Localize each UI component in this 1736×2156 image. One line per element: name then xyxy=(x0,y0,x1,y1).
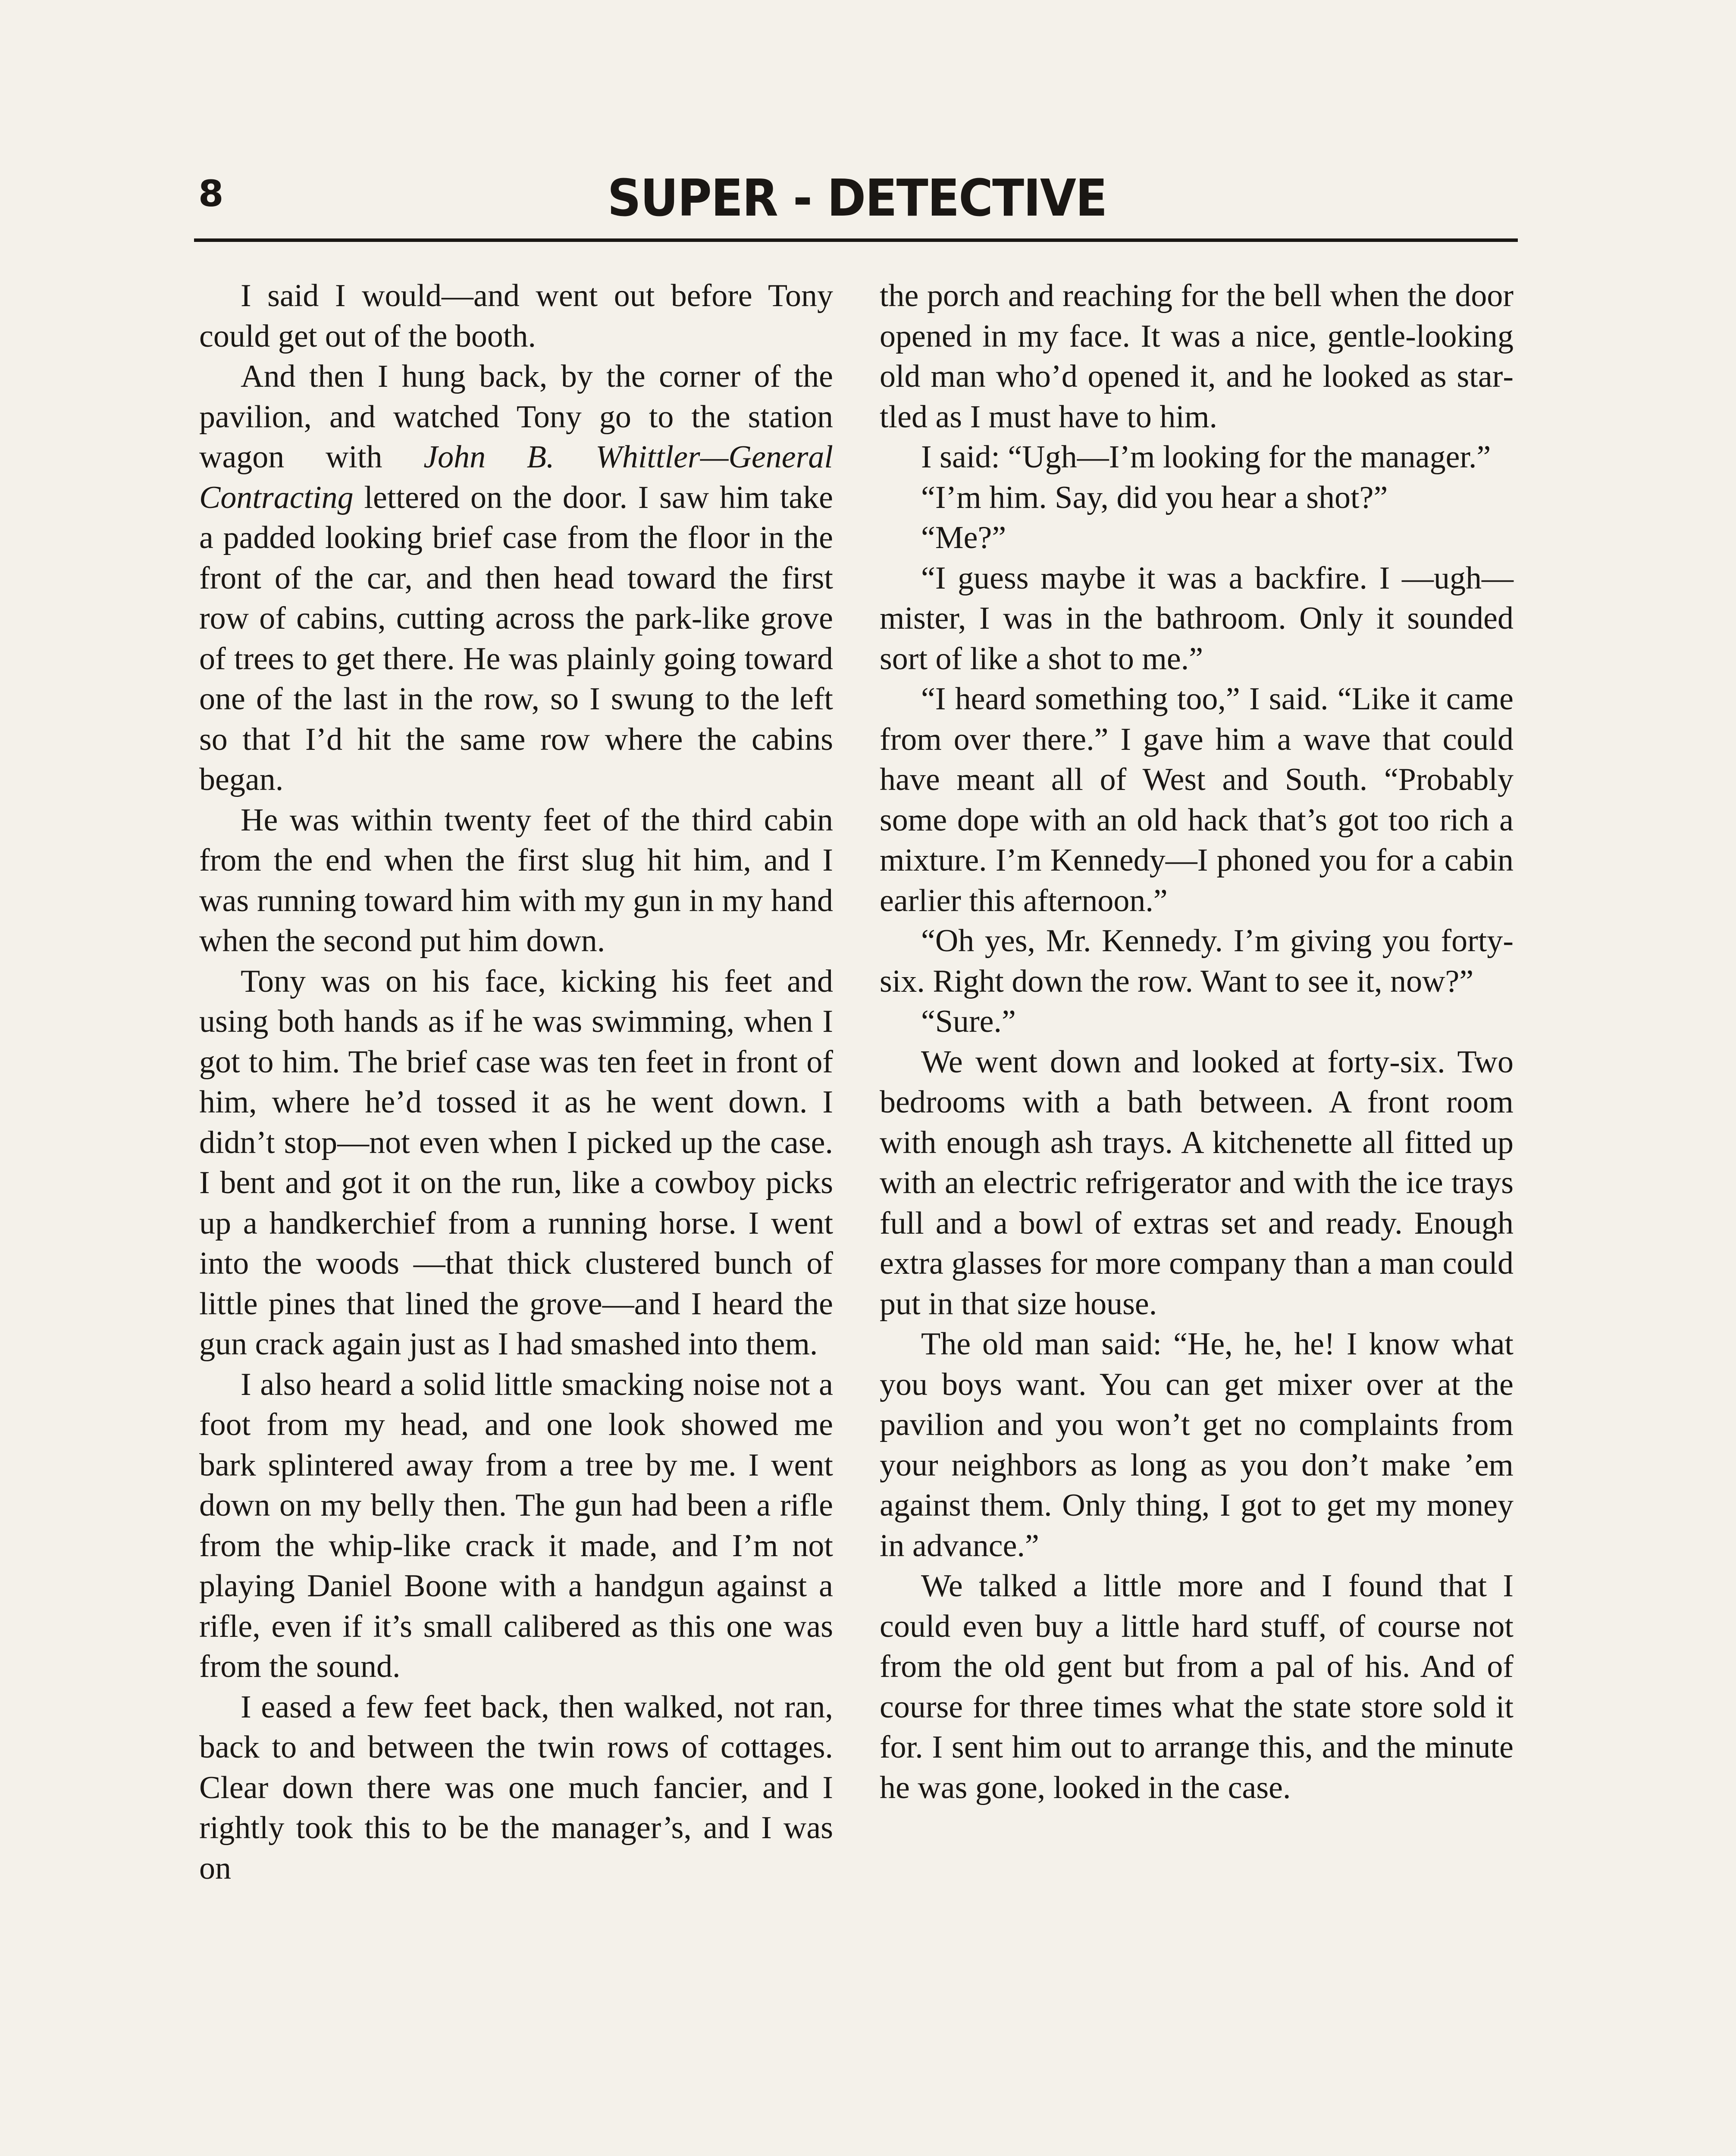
page-header xyxy=(198,168,1516,233)
left-column xyxy=(199,276,833,1889)
page-number: 8 xyxy=(198,172,224,215)
right-column xyxy=(880,276,1514,1808)
paragraph xyxy=(199,357,833,800)
header-rule xyxy=(194,238,1518,242)
paragraph: the porch and reaching for the bell when the door opened in my face. It was a nice, gentle-looking old man who’d opened it, and he looked as startled as I must have to him. xyxy=(880,278,1514,435)
paragraph-text: lettered on the door. I saw him take a padded looking brief case from the floor in the front of the car, and then head toward the first row of cabins, cutting across the park-like grove of trees to get there. He was plainly going toward one of the last in the row, so I swung to the left so that I’d hit the same row where the cabins began. xyxy=(199,479,833,797)
running-title: SUPER - DETECTIVE xyxy=(607,168,1107,228)
paragraph: “I guess maybe it was a backfire. I —ugh—mister, I was in the bathroom. Only it sounded sort of like a shot to me.” xyxy=(880,560,1514,677)
paragraph: I eased a few feet back, then walked, not ran, back to and between the twin rows of cottages. Clear down there was one much fancier, and I rightly took this to be the manager’s, and I was on xyxy=(199,1689,833,1886)
paragraph-text: And then I hung back, by the corner of the pavilion, and watched Tony go to the station wagon with xyxy=(199,359,833,475)
paragraph: He was within twenty feet of the third cabin from the end when the first slug hit him, and I was running toward him with my gun in my hand when the second put him down. xyxy=(199,802,833,959)
paragraph: “I’m him. Say, did you hear a shot?” xyxy=(921,479,1388,515)
paragraph: “Me?” xyxy=(921,520,1006,555)
paragraph: Tony was on his face, kicking his feet and using both hands as if he was swimming, when I got to him. The brief case was ten feet in front of him, where he’d tossed it as he went down. I didn’t stop—not even when I picked up the case. I bent and got it on the run, like a cowboy picks up a handkerchief from a running horse. I went into the woods —that thick clustered bunch of little pines that lined the grove—and I heard the gun crack again just as I had smashed into them. xyxy=(199,963,833,1362)
paragraph: I also heard a solid little smacking noise not a foot from my head, and one look showed me bark splintered away from a tree by me. I went down on my belly then. The gun had been a rifle from the whip-like crack it made, and I’m not playing Daniel Boone with a handgun against a rifle, even if it’s small calibered as this one was from the sound. xyxy=(199,1366,833,1684)
paragraph: “Sure.” xyxy=(921,1004,1016,1039)
paragraph: I said I would—and went out before Tony could get out of the booth. xyxy=(199,278,833,354)
paragraph: I said: “Ugh—I’m looking for the manager.” xyxy=(921,439,1491,475)
paragraph: The old man said: “He, he, he! I know what you boys want. You can get mixer over at the pavilion and you won’t get no complaints from your neighbors as long as you don’t make ’em against them. Only thing, I got to get my money in advance.” xyxy=(880,1326,1514,1564)
paragraph: “Oh yes, Mr. Kennedy. I’m giving you forty-six. Right down the row. Want to see it, now?” xyxy=(880,923,1514,999)
door-lettering-text: John B. Whittler—General Contracting xyxy=(199,439,833,515)
paragraph: We went down and looked at forty-six. Two bedrooms with a bath between. A front room with enough ash trays. A kitchenette all fitted up with an electric refrigerator and with the ice trays full and a bowl of extras set and ready. Enough extra glasses for more company than a man could put in that size house. xyxy=(880,1044,1514,1322)
paragraph: We talked a little more and I found that I could even buy a little hard stuff, of course not from the old gent but from a pal of his. And of course for three times what the state store sold it for. I sent him out to arrange this, and the minute he was gone, looked in the case. xyxy=(880,1568,1514,1805)
paragraph: “I heard something too,” I said. “Like it came from over there.” I gave him a wave that could have meant all of West and South. “Probably some dope with an old hack that’s got too rich a mixture. I’m Kennedy—I phoned you for a cabin earlier this afternoon.” xyxy=(880,681,1514,918)
